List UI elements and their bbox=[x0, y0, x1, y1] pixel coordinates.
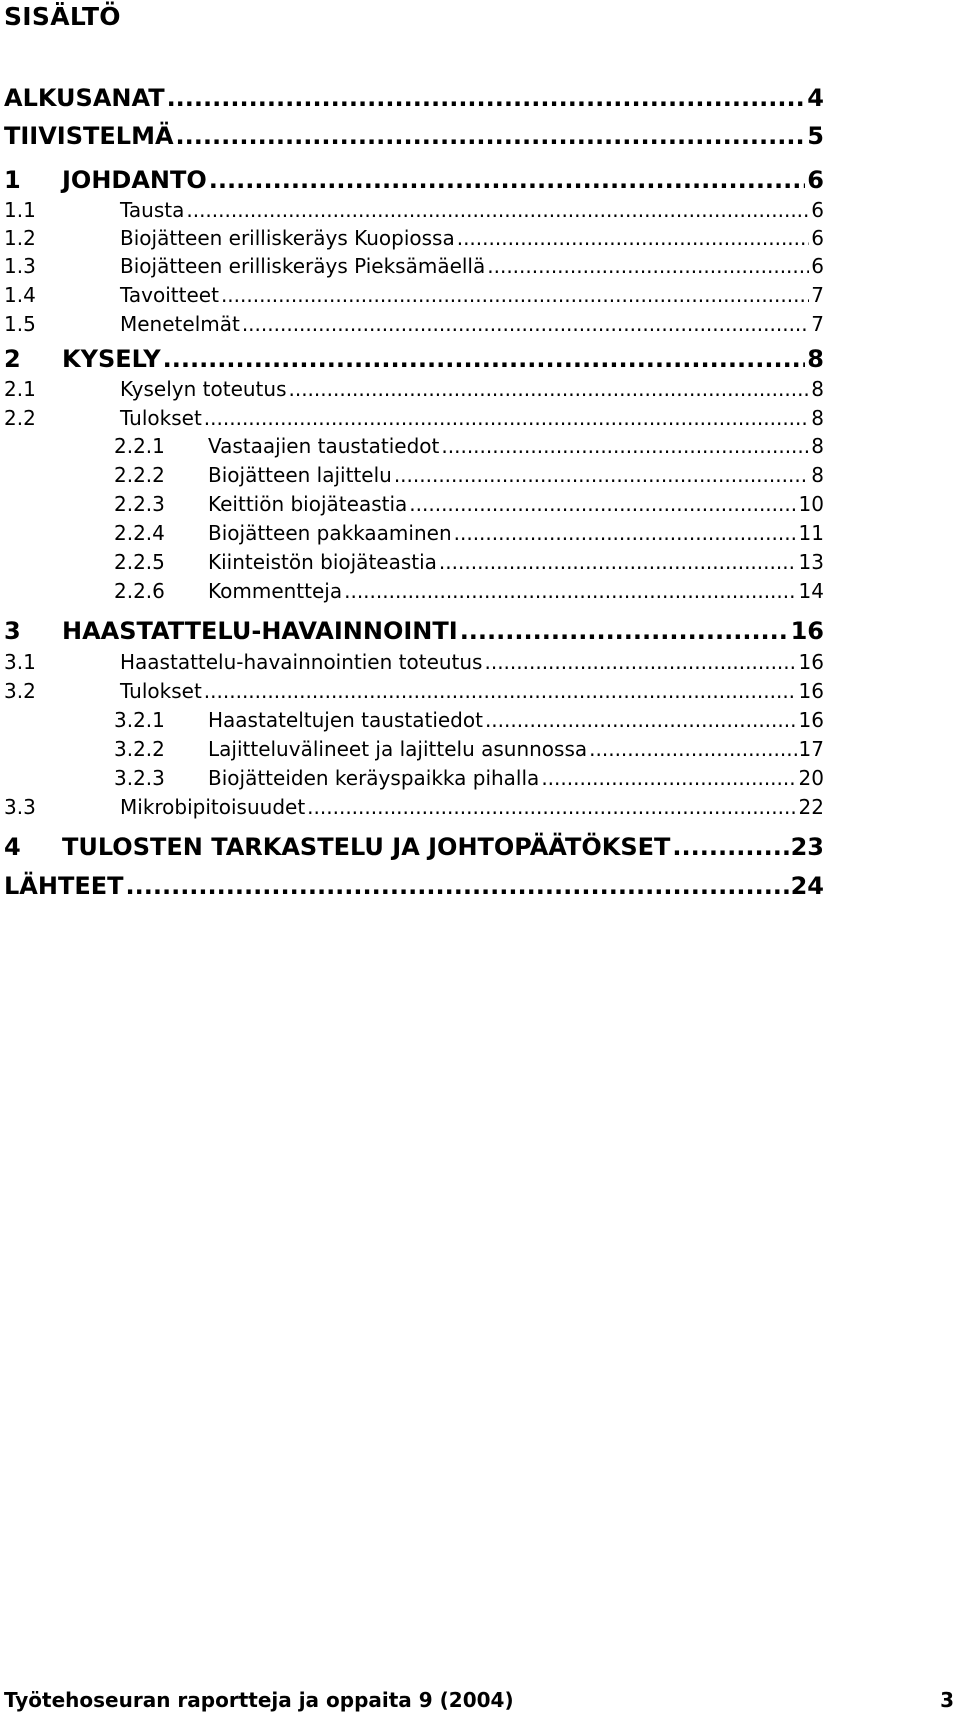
toc-entry-page: 8 bbox=[807, 345, 824, 373]
toc-dot-leader bbox=[454, 521, 797, 545]
toc-entry-page: 4 bbox=[807, 84, 824, 112]
toc-entry[interactable] bbox=[4, 198, 824, 228]
toc-dot-leader bbox=[221, 283, 809, 307]
toc-dot-leader bbox=[344, 579, 796, 603]
toc-entry-page: 20 bbox=[798, 766, 824, 790]
toc-dot-leader bbox=[394, 463, 809, 487]
toc-entry-title: Haastateltujen taustatiedot bbox=[208, 708, 483, 732]
toc-entry-title: Haastattelu-havainnointien toteutus bbox=[120, 650, 483, 674]
toc-entry-page: 17 bbox=[798, 737, 824, 761]
toc-dot-leader bbox=[186, 198, 809, 222]
toc-entry-page: 8 bbox=[811, 463, 824, 487]
toc-entry-number: 1 bbox=[4, 166, 21, 194]
toc-dot-leader bbox=[441, 434, 809, 458]
toc-dot-leader bbox=[409, 492, 796, 516]
toc-entry-page: 16 bbox=[798, 679, 824, 703]
toc-entry-title: JOHDANTO bbox=[62, 166, 207, 194]
toc-entry-page: 10 bbox=[798, 492, 824, 516]
toc-entry-page: 5 bbox=[807, 122, 824, 150]
footer-page-number: 3 bbox=[940, 1688, 954, 1712]
toc-entry-number: 2.2 bbox=[4, 406, 36, 430]
toc-entry-title: Biojätteen erilliskeräys Kuopiossa bbox=[120, 226, 455, 250]
toc-entry-title: Kiinteistön biojäteastia bbox=[208, 550, 437, 574]
toc-entry[interactable] bbox=[114, 463, 824, 493]
toc-entry-number: 3.2.2 bbox=[114, 737, 165, 761]
toc-entry-page: 23 bbox=[790, 833, 824, 861]
toc-entry-title: Keittiön biojäteastia bbox=[208, 492, 408, 516]
toc-dot-leader bbox=[125, 872, 788, 900]
toc-dot-leader bbox=[439, 550, 797, 574]
toc-entry-title: Tavoitteet bbox=[120, 283, 219, 307]
toc-entry[interactable] bbox=[4, 679, 824, 709]
toc-entry-number: 3 bbox=[4, 617, 21, 645]
toc-entry-title: Mikrobipitoisuudet bbox=[120, 795, 306, 819]
toc-entry[interactable] bbox=[114, 550, 824, 580]
toc-entry-number: 2.1 bbox=[4, 377, 36, 401]
toc-dot-leader bbox=[204, 406, 809, 430]
toc-entry[interactable] bbox=[4, 650, 824, 680]
toc-dot-leader bbox=[167, 84, 806, 112]
toc-dot-leader bbox=[288, 377, 809, 401]
toc-dot-leader bbox=[589, 737, 796, 761]
toc-entry-title: ALKUSANAT bbox=[4, 84, 165, 112]
toc-entry[interactable] bbox=[4, 84, 824, 114]
toc-entry[interactable] bbox=[4, 345, 824, 375]
toc-entry[interactable] bbox=[114, 579, 824, 609]
toc-dot-leader bbox=[487, 254, 809, 278]
toc-entry-title: Vastaajien taustatiedot bbox=[208, 434, 440, 458]
toc-entry[interactable] bbox=[114, 708, 824, 738]
toc-entry[interactable] bbox=[114, 521, 824, 551]
toc-dot-leader bbox=[485, 708, 797, 732]
toc-entry-number: 1.3 bbox=[4, 254, 36, 278]
toc-entry-number: 2.2.5 bbox=[114, 550, 165, 574]
toc-entry[interactable] bbox=[114, 434, 824, 464]
toc-entry-number: 1.5 bbox=[4, 312, 36, 336]
toc-dot-leader bbox=[541, 766, 796, 790]
toc-entry-number: 3.2.1 bbox=[114, 708, 165, 732]
toc-entry-page: 8 bbox=[811, 406, 824, 430]
toc-entry-page: 6 bbox=[811, 198, 824, 222]
toc-entry[interactable] bbox=[114, 492, 824, 522]
toc-entry-number: 2.2.4 bbox=[114, 521, 165, 545]
toc-dot-leader bbox=[484, 650, 796, 674]
footer-series: Työtehoseuran raportteja ja oppaita 9 (2004) bbox=[4, 1688, 514, 1712]
toc-entry-page: 14 bbox=[798, 579, 824, 603]
toc-entry-page: 22 bbox=[798, 795, 824, 819]
toc-entry-page: 16 bbox=[798, 708, 824, 732]
toc-dot-leader bbox=[460, 617, 789, 645]
toc-entry-page: 8 bbox=[811, 434, 824, 458]
toc-entry-title: TULOSTEN TARKASTELU JA JOHTOPÄÄTÖKSET bbox=[62, 833, 671, 861]
toc-entry-number: 2.2.3 bbox=[114, 492, 165, 516]
toc-entry[interactable] bbox=[4, 833, 824, 863]
toc-dot-leader bbox=[307, 795, 796, 819]
toc-entry-number: 3.3 bbox=[4, 795, 36, 819]
toc-entry[interactable] bbox=[4, 377, 824, 407]
toc-entry-page: 16 bbox=[790, 617, 824, 645]
toc-entry[interactable] bbox=[4, 312, 824, 342]
toc-entry-title: TIIVISTELMÄ bbox=[4, 122, 174, 150]
toc-entry-title: Tulokset bbox=[120, 406, 202, 430]
toc-entry[interactable] bbox=[4, 226, 824, 256]
toc-entry-page: 8 bbox=[811, 377, 824, 401]
toc-entry-title: Biojätteen erilliskeräys Pieksämäellä bbox=[120, 254, 486, 278]
toc-entry-page: 6 bbox=[807, 166, 824, 194]
toc-entry-page: 13 bbox=[798, 550, 824, 574]
toc-entry-number: 3.2.3 bbox=[114, 766, 165, 790]
toc-entry[interactable] bbox=[4, 283, 824, 313]
toc-dot-leader bbox=[242, 312, 809, 336]
toc-entry-number: 2.2.2 bbox=[114, 463, 165, 487]
toc-entry-number: 1.1 bbox=[4, 198, 36, 222]
toc-entry-title: HAASTATTELU-HAVAINNOINTI bbox=[62, 617, 458, 645]
toc-entry[interactable] bbox=[114, 737, 824, 767]
toc-entry-title: Lajitteluvälineet ja lajittelu asunnossa bbox=[208, 737, 588, 761]
toc-entry-page: 7 bbox=[811, 312, 824, 336]
toc-entry-title: Biojätteen lajittelu bbox=[208, 463, 392, 487]
toc-entry[interactable] bbox=[4, 166, 824, 196]
page-footer bbox=[4, 1688, 954, 1712]
toc-dot-leader bbox=[209, 166, 806, 194]
toc-dot-leader bbox=[163, 345, 806, 373]
toc-entry-title: LÄHTEET bbox=[4, 872, 124, 900]
toc-entry-page: 16 bbox=[798, 650, 824, 674]
toc-entry-page: 6 bbox=[811, 226, 824, 250]
toc-entry-number: 2.2.1 bbox=[114, 434, 165, 458]
toc-entry-number: 2 bbox=[4, 345, 21, 373]
toc-entry-number: 4 bbox=[4, 833, 21, 861]
toc-entry[interactable] bbox=[4, 254, 824, 284]
toc-entry[interactable] bbox=[114, 766, 824, 796]
toc-entry-title: Kyselyn toteutus bbox=[120, 377, 287, 401]
toc-entry-title: Biojätteiden keräyspaikka pihalla bbox=[208, 766, 540, 790]
toc-entry[interactable] bbox=[4, 122, 824, 152]
toc-dot-leader bbox=[176, 122, 806, 150]
toc-entry[interactable] bbox=[4, 795, 824, 825]
toc-entry-number: 1.4 bbox=[4, 283, 36, 307]
toc-entry-number: 1.2 bbox=[4, 226, 36, 250]
toc-entry-title: KYSELY bbox=[62, 345, 161, 373]
toc-entry-title: Menetelmät bbox=[120, 312, 240, 336]
toc-entry-number: 3.2 bbox=[4, 679, 36, 703]
toc-entry-title: Biojätteen pakkaaminen bbox=[208, 521, 452, 545]
toc-entry[interactable] bbox=[4, 406, 824, 436]
page-title: SISÄLTÖ bbox=[4, 2, 121, 31]
toc-entry-title: Kommentteja bbox=[208, 579, 343, 603]
toc-entry-page: 11 bbox=[798, 521, 824, 545]
toc-entry-number: 2.2.6 bbox=[114, 579, 165, 603]
toc-dot-leader bbox=[672, 833, 788, 861]
toc-entry-title: Tausta bbox=[120, 198, 185, 222]
toc-entry-page: 24 bbox=[790, 872, 824, 900]
toc-entry-title: Tulokset bbox=[120, 679, 202, 703]
toc-dot-leader bbox=[204, 679, 797, 703]
toc-entry-page: 7 bbox=[811, 283, 824, 307]
toc-entry[interactable] bbox=[4, 617, 824, 647]
toc-entry[interactable] bbox=[4, 872, 824, 902]
toc-entry-page: 6 bbox=[811, 254, 824, 278]
toc-dot-leader bbox=[457, 226, 810, 250]
toc-entry-number: 3.1 bbox=[4, 650, 36, 674]
